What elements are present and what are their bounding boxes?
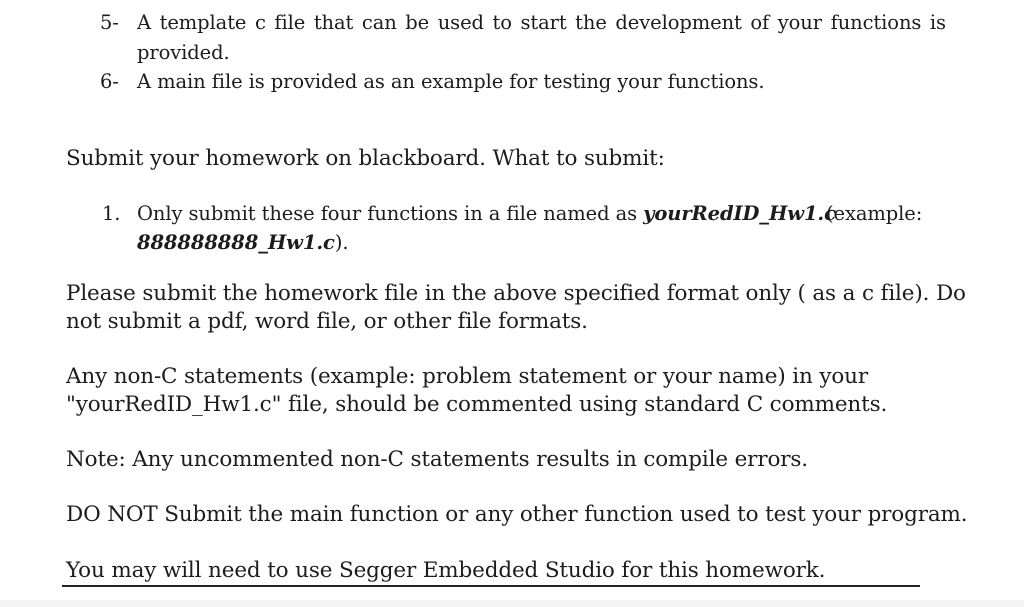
list-item-text: A template c file that can be used to start the development of your functions is bbox=[137, 11, 946, 34]
submit-item-number: 1. bbox=[102, 202, 121, 225]
list-item-5-text-line2: provided. bbox=[137, 41, 230, 64]
submit-item-text: Only submit these four functions in a file named as bbox=[137, 202, 644, 225]
page-bottom-edge bbox=[0, 600, 1024, 607]
list-item-5-text-line1 bbox=[137, 11, 946, 34]
do-not-submit-paragraph: DO NOT Submit the main function or any other function used to test your program. bbox=[66, 502, 968, 527]
submit-heading: Submit your homework on blackboard. What to submit: bbox=[66, 146, 665, 171]
nonc-paragraph-line2: "yourRedID_Hw1.c" file, should be commented using standard C comments. bbox=[66, 392, 888, 417]
submit-item-line2 bbox=[137, 231, 348, 254]
list-number: 6- bbox=[100, 70, 119, 93]
list-number: 5- bbox=[100, 11, 119, 34]
segger-paragraph: You may will need to use Segger Embedded Studio for this homework. bbox=[66, 558, 826, 583]
note-paragraph: Note: Any uncommented non-C statements results in compile errors. bbox=[66, 447, 808, 472]
filename-emphasis: yourRedID_Hw1.c bbox=[643, 202, 836, 225]
list-item-6 bbox=[100, 70, 119, 93]
example-close: ). bbox=[334, 231, 349, 254]
list-item-5 bbox=[100, 11, 119, 34]
submit-item-line1 bbox=[137, 202, 836, 225]
format-paragraph-line1: Please submit the homework file in the above specified format only ( as a c file). Do bbox=[66, 281, 966, 306]
divider-line bbox=[62, 585, 920, 587]
submit-item-example-open: (example: bbox=[826, 202, 923, 225]
list-item-6-text: A main file is provided as an example for testing your functions. bbox=[137, 70, 765, 93]
format-paragraph-line2: not submit a pdf, word file, or other file formats. bbox=[66, 309, 588, 334]
nonc-paragraph-line1: Any non-C statements (example: problem statement or your name) in your bbox=[66, 364, 868, 389]
example-filename: 888888888_Hw1.c bbox=[137, 231, 335, 254]
